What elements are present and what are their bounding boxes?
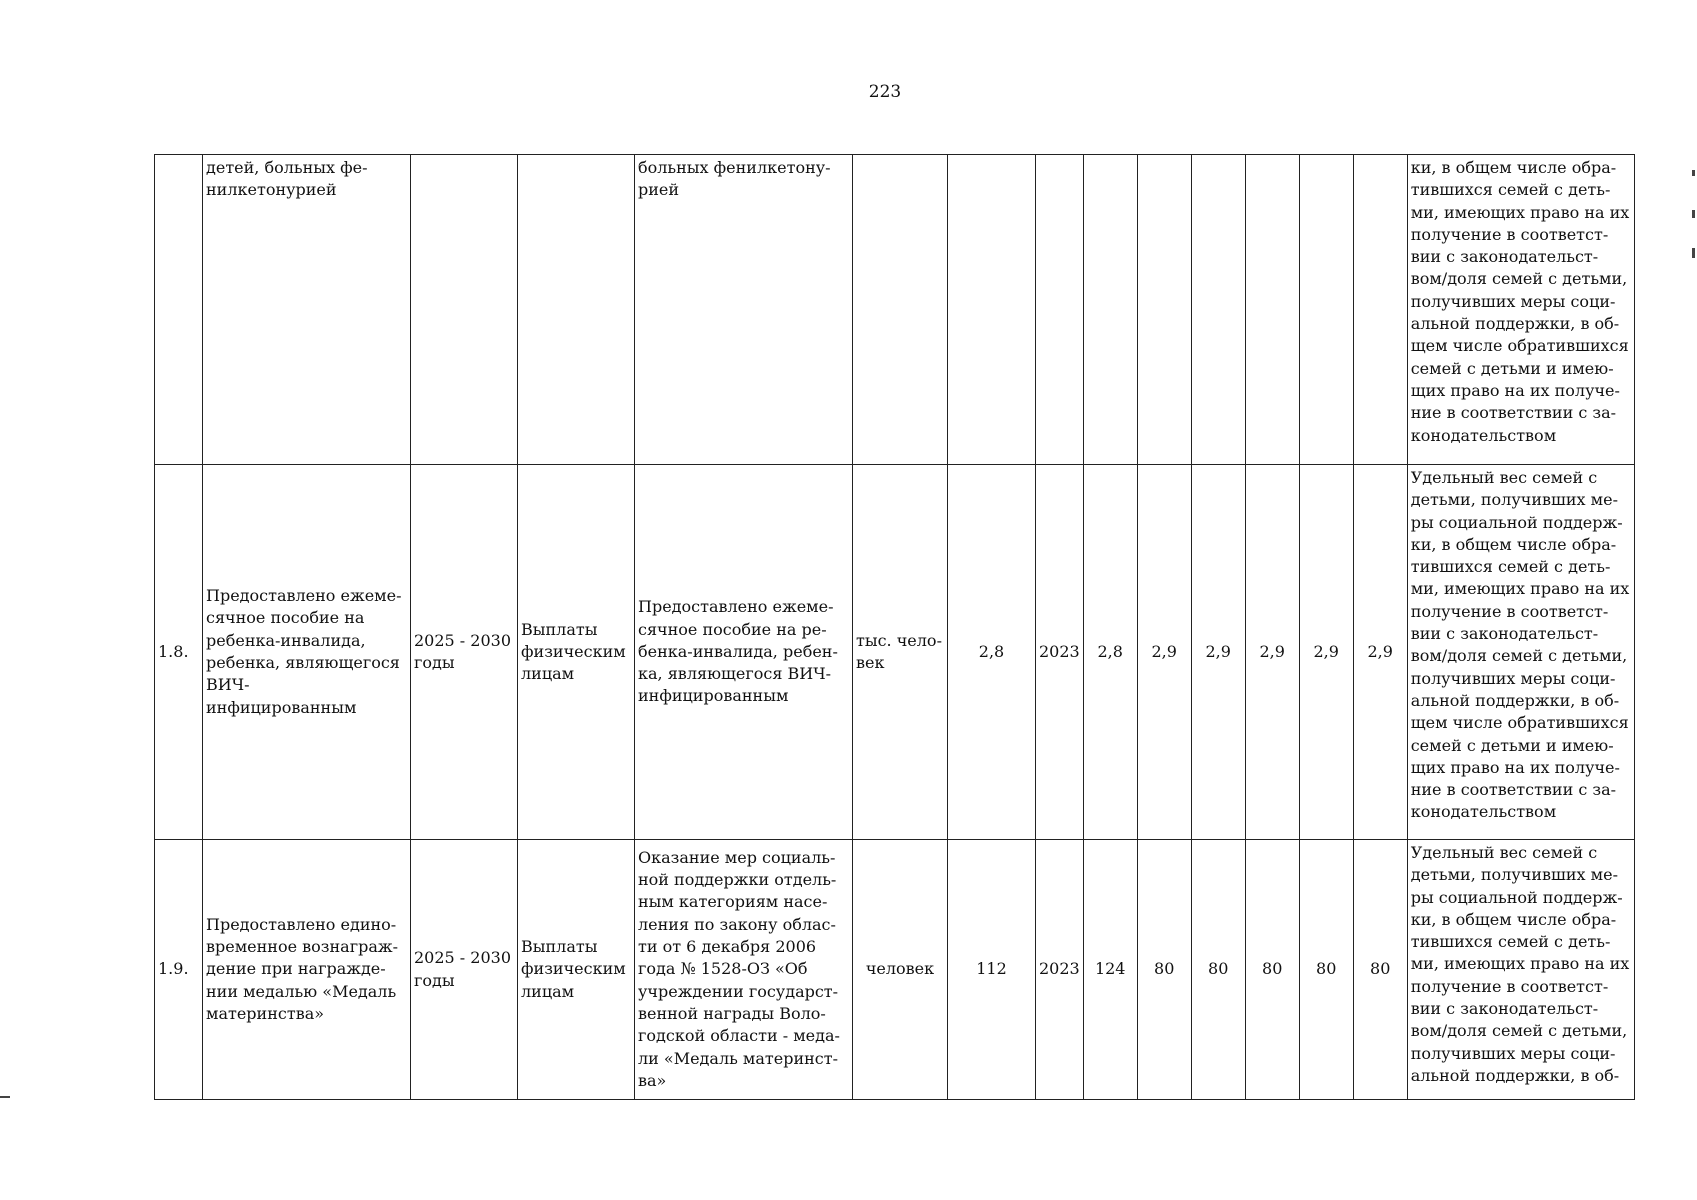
- value-cell: 80: [1245, 840, 1299, 1100]
- value-cell: 2,9: [1299, 465, 1353, 840]
- table-row: [155, 840, 1635, 1100]
- base-value-cell: 2,8: [948, 465, 1036, 840]
- base-value-cell: [948, 155, 1036, 465]
- scan-mark-left: [0, 1096, 10, 1098]
- characteristic-cell: больных фенилкетону- рией: [635, 155, 853, 465]
- characteristic-cell: Оказание мер социаль- ной поддержки отдель- ным категориям насе- ления по закону облас- ти от 6 декабря 2006 года № 1528-ОЗ «Об учреждении государст- венной награды Воло- годской области - меда- ли «Медаль материнст- ва»: [635, 840, 853, 1100]
- value-cell: [1353, 155, 1407, 465]
- result-cell: Предоставлено едино- временное вознаграж- дение при награжде- нии медалью «Медаль материнства»: [203, 840, 411, 1100]
- value-cell: 2,9: [1137, 465, 1191, 840]
- base-value-cell: 112: [948, 840, 1036, 1100]
- unit-cell: [853, 155, 948, 465]
- value-cell: 80: [1353, 840, 1407, 1100]
- value-cell: 80: [1191, 840, 1245, 1100]
- type-cell: Выплаты физическим лицам: [518, 840, 635, 1100]
- value-cell: 80: [1137, 840, 1191, 1100]
- scan-mark-right: [1692, 248, 1695, 258]
- row-index: 1.8.: [155, 465, 203, 840]
- base-year-cell: 2023: [1036, 465, 1084, 840]
- result-cell: детей, больных фе- нилкетонурией: [203, 155, 411, 465]
- value-cell: 124: [1083, 840, 1137, 1100]
- table-row: [155, 155, 1635, 465]
- page-number: 223: [868, 82, 902, 102]
- value-cell: 2,8: [1083, 465, 1137, 840]
- unit-cell: человек: [853, 840, 948, 1100]
- value-cell: [1137, 155, 1191, 465]
- value-cell: 2,9: [1245, 465, 1299, 840]
- value-cell: [1191, 155, 1245, 465]
- value-cell: 2,9: [1353, 465, 1407, 840]
- unit-cell: тыс. чело- век: [853, 465, 948, 840]
- indicator-cell: Удельный вес семей с детьми, получивших ме- ры социальной поддерж- ки, в общем числе обра- тившихся семей с деть- ми, имеющих право на их получение в соответст- вии с законодательст- вом/доля семей с детьми, получивших меры соци- альной поддержки, в об-: [1407, 840, 1634, 1100]
- table-row: [155, 465, 1635, 840]
- measures-table: [154, 154, 1635, 1100]
- base-year-cell: 2023: [1036, 840, 1084, 1100]
- value-cell: [1299, 155, 1353, 465]
- period-cell: 2025 - 2030 годы: [411, 465, 518, 840]
- value-cell: [1245, 155, 1299, 465]
- value-cell: 80: [1299, 840, 1353, 1100]
- indicator-cell: Удельный вес семей с детьми, получивших ме- ры социальной поддерж- ки, в общем числе обра- тившихся семей с деть- ми, имеющих право на их получение в соответст- вии с законодательст- вом/доля семей с детьми, получивших меры соци- альной поддержки, в об- щем числе обратившихся семей с детьми и имею- щих право на их получе- ние в соответствии с за- конодательством: [1407, 465, 1634, 840]
- indicator-cell: ки, в общем числе обра- тившихся семей с деть- ми, имеющих право на их получение в соответст- вии с законодательст- вом/доля семей с детьми, получивших меры соци- альной поддержки, в об- щем числе обратившихся семей с детьми и имею- щих право на их получе- ние в соответствии с за- конодательством: [1407, 155, 1634, 465]
- row-index: 1.9.: [155, 840, 203, 1100]
- base-year-cell: [1036, 155, 1084, 465]
- result-cell: Предоставлено ежеме- сячное пособие на ребенка-инвалида, ребенка, являющегося ВИЧ- инфицированным: [203, 465, 411, 840]
- period-cell: 2025 - 2030 годы: [411, 840, 518, 1100]
- type-cell: [518, 155, 635, 465]
- scan-mark-right: [1692, 210, 1695, 218]
- value-cell: [1083, 155, 1137, 465]
- scan-mark-right: [1692, 170, 1695, 176]
- type-cell: Выплаты физическим лицам: [518, 465, 635, 840]
- period-cell: [411, 155, 518, 465]
- characteristic-cell: Предоставлено ежеме- сячное пособие на ре- бенка-инвалида, ребен- ка, являющегося ВИЧ- инфицированным: [635, 465, 853, 840]
- value-cell: 2,9: [1191, 465, 1245, 840]
- row-index: [155, 155, 203, 465]
